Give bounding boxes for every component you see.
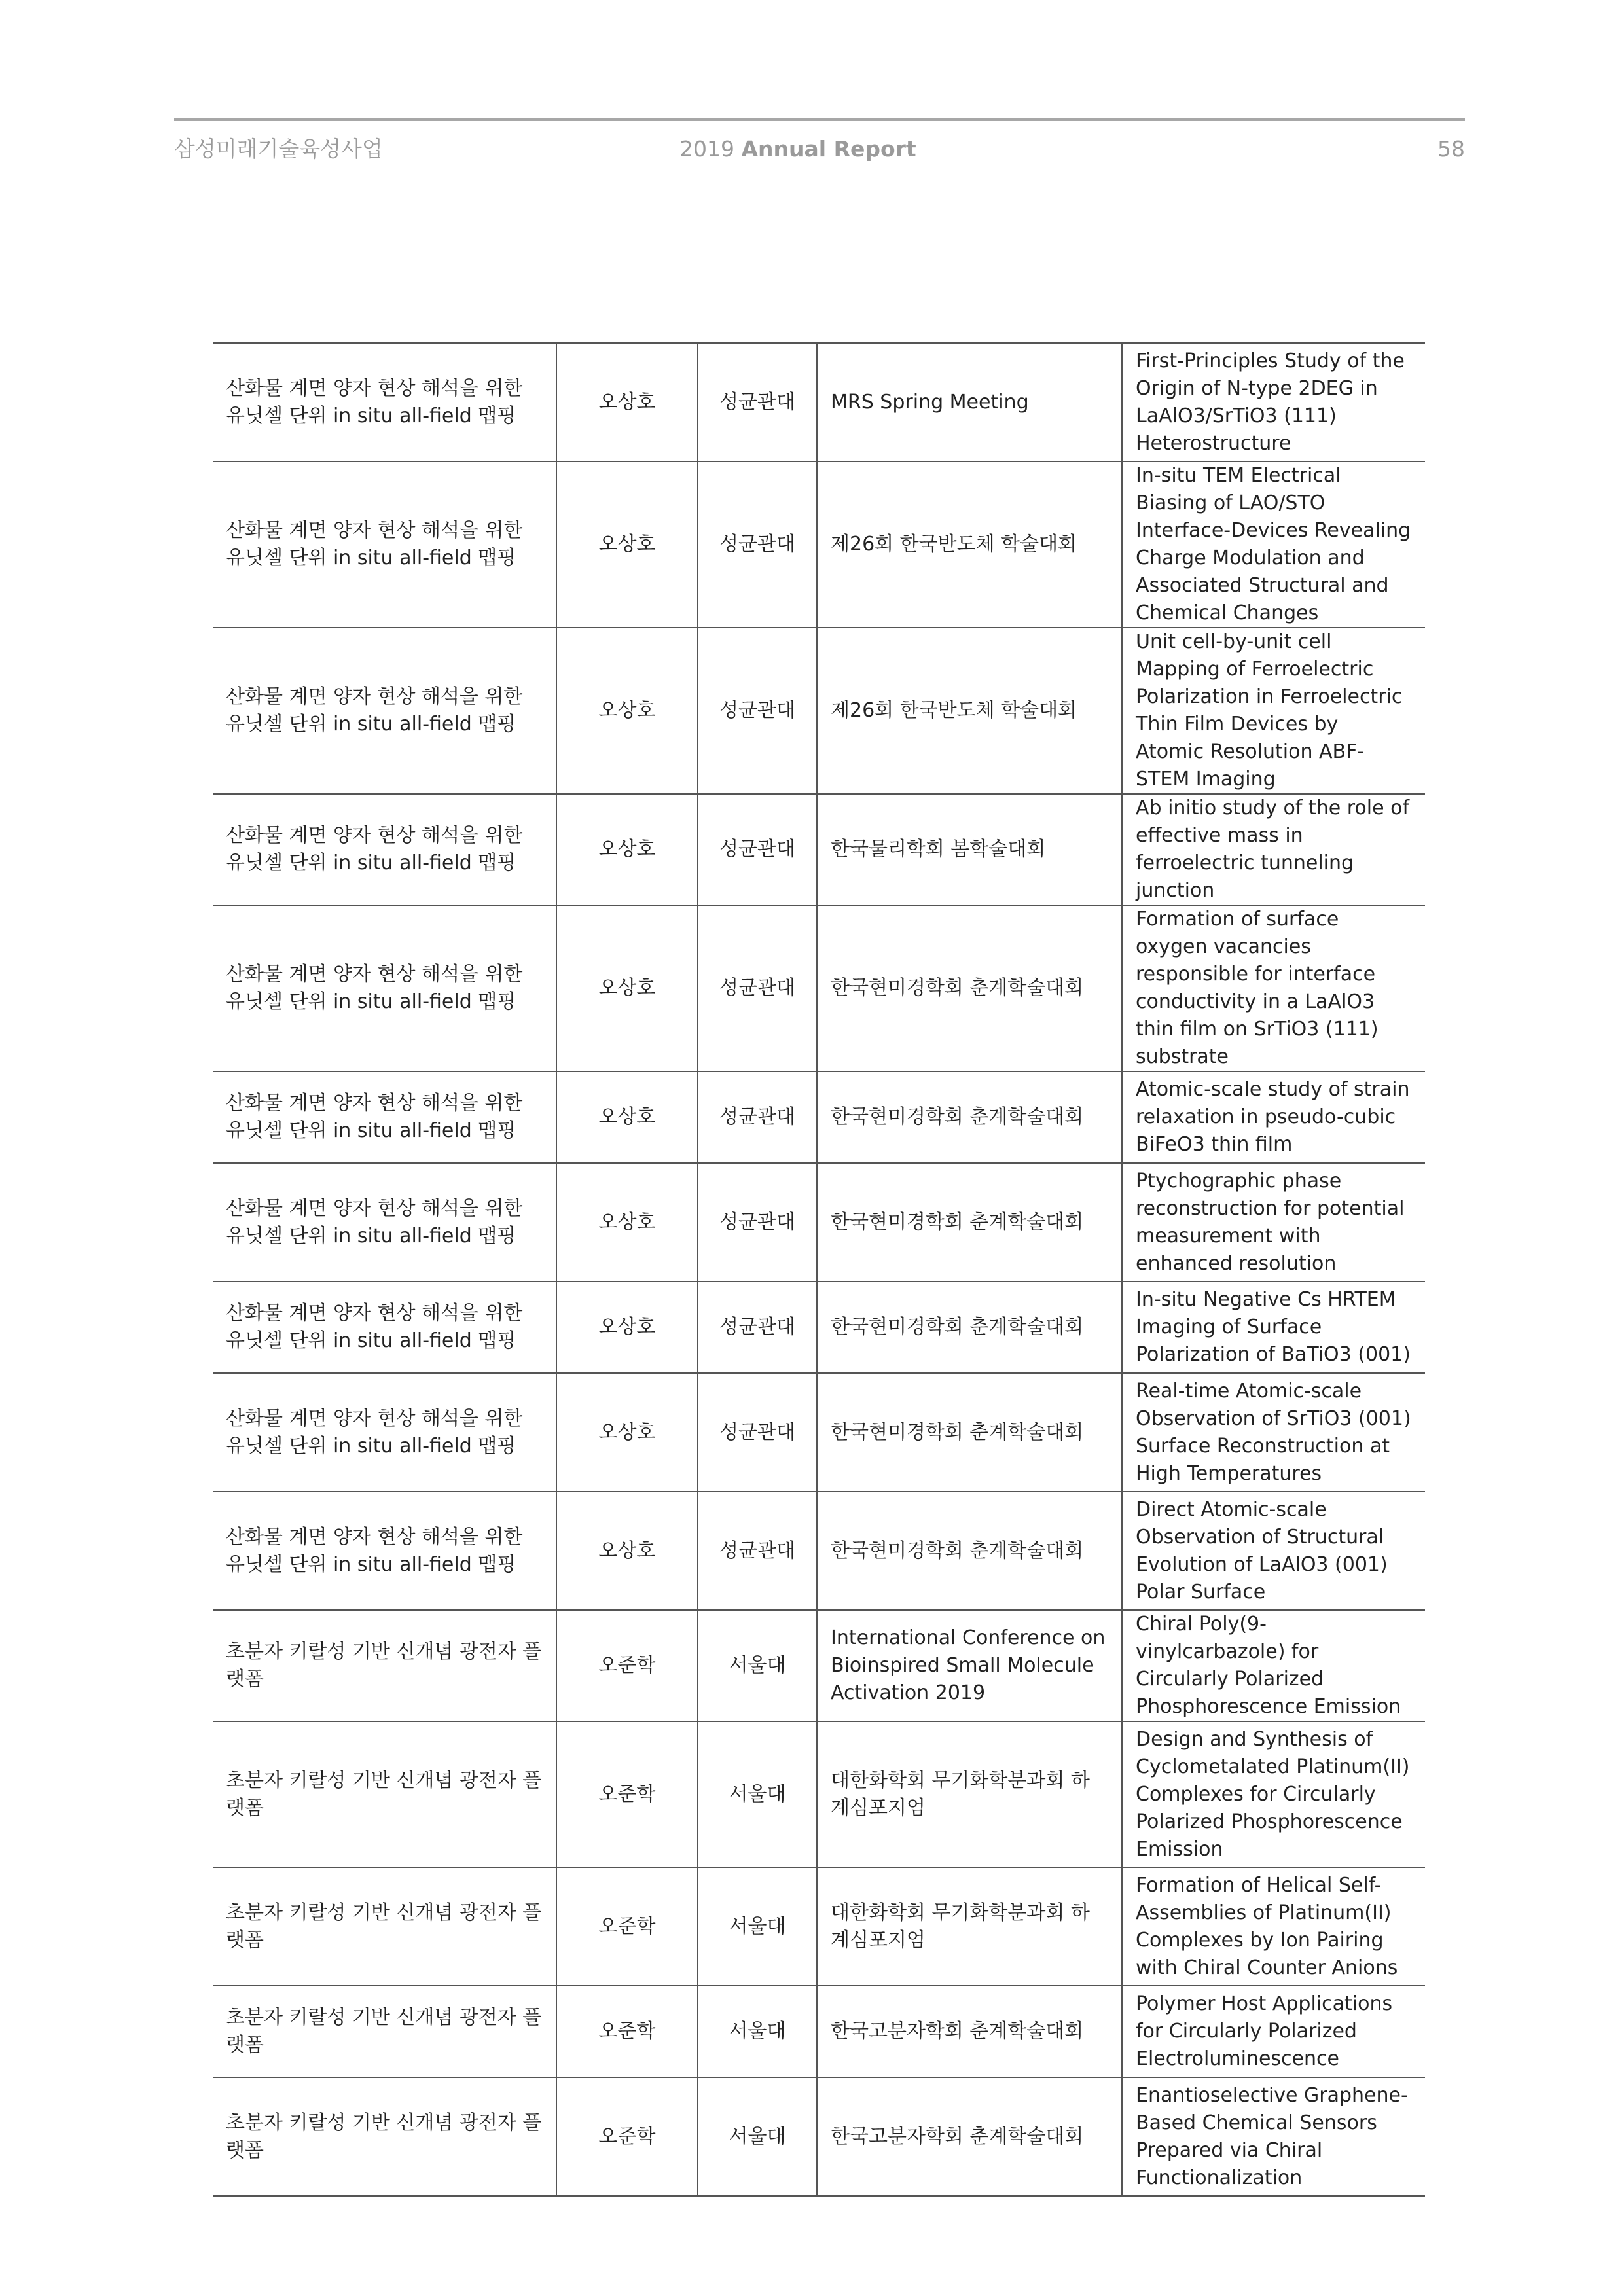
- university-cell: 서울대: [698, 2077, 817, 2196]
- researcher-name-cell: 오준학: [556, 1986, 698, 2077]
- project-title-cell: 산화물 계면 양자 현상 해석을 위한 유닛셀 단위 in situ all-field 맵핑: [226, 1407, 523, 1458]
- university-cell: 성균관대: [698, 1071, 817, 1163]
- project-title-cell: 산화물 계면 양자 현상 해석을 위한 유닛셀 단위 in situ all-field 맵핑: [226, 519, 523, 569]
- paper-title-cell: Enantioselective Graphene-Based Chemical Sensors Prepared via Chiral Functionalization: [1122, 2077, 1425, 2196]
- header-rule: [174, 118, 1465, 121]
- conference-cell: 한국현미경학회 춘계학술대회: [817, 1282, 1122, 1373]
- conference-cell: 한국현미경학회 춘계학술대회: [817, 1071, 1122, 1163]
- conference-cell: MRS Spring Meeting: [817, 343, 1122, 461]
- university-cell: 성균관대: [698, 794, 817, 905]
- university-cell: 서울대: [698, 1867, 817, 1986]
- researcher-name-cell: 오상호: [556, 461, 698, 628]
- table-row: [213, 1986, 1425, 2077]
- table-row: [213, 1721, 1425, 1867]
- table-row: [213, 1071, 1425, 1163]
- paper-title-cell: In-situ TEM Electrical Biasing of LAO/STO Interface-Devices Revealing Charge Modulation and Associated Structural and Chemical Changes: [1122, 461, 1425, 628]
- researcher-name-cell: 오상호: [556, 1071, 698, 1163]
- university-cell: 서울대: [698, 1610, 817, 1721]
- university-cell: 성균관대: [698, 905, 817, 1071]
- conference-cell: 제26회 한국반도체 학술대회: [817, 628, 1122, 794]
- table-row: [213, 905, 1425, 1071]
- table-row: [213, 1492, 1425, 1610]
- paper-title-cell: Chiral Poly(9-vinylcarbazole) for Circularly Polarized Phosphorescence Emission: [1122, 1610, 1425, 1721]
- researcher-name-cell: 오상호: [556, 905, 698, 1071]
- researcher-name-cell: 오상호: [556, 1373, 698, 1492]
- publication-table-body: [213, 343, 1425, 2196]
- project-title-cell: 산화물 계면 양자 현상 해석을 위한 유닛셀 단위 in situ all-field 맵핑: [226, 1196, 523, 1247]
- university-cell: 성균관대: [698, 343, 817, 461]
- table-row: [213, 1282, 1425, 1373]
- researcher-name-cell: 오상호: [556, 1163, 698, 1282]
- conference-cell: 한국현미경학회 춘계학술대회: [817, 1492, 1122, 1610]
- researcher-name-cell: 오상호: [556, 1282, 698, 1373]
- paper-title-cell: Direct Atomic-scale Observation of Structural Evolution of LaAlO3 (001) Polar Surface: [1122, 1492, 1425, 1610]
- conference-cell: 제26회 한국반도체 학술대회: [817, 461, 1122, 628]
- project-title-cell: 초분자 키랄성 기반 신개념 광전자 플랫폼: [226, 2111, 542, 2162]
- project-title-cell: 산화물 계면 양자 현상 해석을 위한 유닛셀 단위 in situ all-field 맵핑: [226, 963, 523, 1013]
- table-row: [213, 1163, 1425, 1282]
- header-program-name: 삼성미래기술육성사업: [174, 136, 383, 162]
- table-row: [213, 1867, 1425, 1986]
- table-row: [213, 794, 1425, 905]
- university-cell: 서울대: [698, 1721, 817, 1867]
- paper-title-cell: Formation of surface oxygen vacancies responsible for interface conductivity in a LaAlO3 thin film on SrTiO3 (111) substrate: [1122, 905, 1425, 1071]
- paper-title-cell: Real-time Atomic-scale Observation of SrTiO3 (001) Surface Reconstruction at High Temperatures: [1122, 1373, 1425, 1492]
- researcher-name-cell: 오준학: [556, 1721, 698, 1867]
- conference-cell: International Conference on Bioinspired Small Molecule Activation 2019: [817, 1610, 1122, 1721]
- header-year: 2019: [679, 136, 734, 162]
- project-title-cell: 초분자 키랄성 기반 신개념 광전자 플랫폼: [226, 1640, 542, 1691]
- conference-cell: 대한화학회 무기화학분과회 하계심포지엄: [817, 1867, 1122, 1986]
- researcher-name-cell: 오준학: [556, 1867, 698, 1986]
- conference-cell: 한국고분자학회 춘계학술대회: [817, 2077, 1122, 2196]
- paper-title-cell: Polymer Host Applications for Circularly Polarized Electroluminescence: [1122, 1986, 1425, 2077]
- project-title-cell: 산화물 계면 양자 현상 해석을 위한 유닛셀 단위 in situ all-field 맵핑: [226, 824, 523, 874]
- researcher-name-cell: 오상호: [556, 343, 698, 461]
- conference-cell: 한국현미경학회 춘계학술대회: [817, 905, 1122, 1071]
- researcher-name-cell: 오상호: [556, 1492, 698, 1610]
- paper-title-cell: In-situ Negative Cs HRTEM Imaging of Surface Polarization of BaTiO3 (001): [1122, 1282, 1425, 1373]
- researcher-name-cell: 오준학: [556, 1610, 698, 1721]
- conference-cell: 한국고분자학회 춘계학술대회: [817, 1986, 1122, 2077]
- publication-table: [213, 342, 1425, 2197]
- project-title-cell: 산화물 계면 양자 현상 해석을 위한 유닛셀 단위 in situ all-field 맵핑: [226, 685, 523, 736]
- header-report-title: [679, 135, 916, 164]
- paper-title-cell: Formation of Helical Self-Assemblies of Platinum(II) Complexes by Ion Pairing with Chiral Counter Anions: [1122, 1867, 1425, 1986]
- paper-title-cell: Ptychographic phase reconstruction for potential measurement with enhanced resolution: [1122, 1163, 1425, 1282]
- university-cell: 서울대: [698, 1986, 817, 2077]
- conference-cell: 한국물리학회 봄학술대회: [817, 794, 1122, 905]
- researcher-name-cell: 오준학: [556, 2077, 698, 2196]
- table-row: [213, 1610, 1425, 1721]
- table-row: [213, 628, 1425, 794]
- header-report-label: Annual Report: [741, 136, 916, 162]
- table-row: [213, 2077, 1425, 2196]
- university-cell: 성균관대: [698, 1163, 817, 1282]
- project-title-cell: 산화물 계면 양자 현상 해석을 위한 유닛셀 단위 in situ all-field 맵핑: [226, 1525, 523, 1576]
- table-row: [213, 1373, 1425, 1492]
- university-cell: 성균관대: [698, 628, 817, 794]
- paper-title-cell: Design and Synthesis of Cyclometalated Platinum(II) Complexes for Circularly Polarized Phosphorescence Emission: [1122, 1721, 1425, 1867]
- paper-title-cell: Ab initio study of the role of effective mass in ferroelectric tunneling junction: [1122, 794, 1425, 905]
- project-title-cell: 산화물 계면 양자 현상 해석을 위한 유닛셀 단위 in situ all-field 맵핑: [226, 1302, 523, 1352]
- researcher-name-cell: 오상호: [556, 794, 698, 905]
- university-cell: 성균관대: [698, 1492, 817, 1610]
- table-row: [213, 461, 1425, 628]
- table-row: [213, 343, 1425, 461]
- conference-cell: 한국현미경학회 춘계학술대회: [817, 1373, 1122, 1492]
- project-title-cell: 초분자 키랄성 기반 신개념 광전자 플랫폼: [226, 1901, 542, 1952]
- university-cell: 성균관대: [698, 1282, 817, 1373]
- project-title-cell: 산화물 계면 양자 현상 해석을 위한 유닛셀 단위 in situ all-field 맵핑: [226, 1092, 523, 1142]
- page-number: 58: [1437, 136, 1465, 162]
- university-cell: 성균관대: [698, 461, 817, 628]
- university-cell: 성균관대: [698, 1373, 817, 1492]
- paper-title-cell: First-Principles Study of the Origin of N-type 2DEG in LaAlO3/SrTiO3 (111) Heterostructure: [1122, 343, 1425, 461]
- paper-title-cell: Atomic-scale study of strain relaxation in pseudo-cubic BiFeO3 thin film: [1122, 1071, 1425, 1163]
- project-title-cell: 초분자 키랄성 기반 신개념 광전자 플랫폼: [226, 1768, 542, 1820]
- project-title-cell: 산화물 계면 양자 현상 해석을 위한 유닛셀 단위 in situ all-field 맵핑: [226, 376, 523, 427]
- researcher-name-cell: 오상호: [556, 628, 698, 794]
- paper-title-cell: Unit cell-by-unit cell Mapping of Ferroelectric Polarization in Ferroelectric Thin Film Devices by Atomic Resolution ABF-STEM Imaging: [1122, 628, 1425, 794]
- project-title-cell: 초분자 키랄성 기반 신개념 광전자 플랫폼: [226, 2006, 542, 2056]
- conference-cell: 한국현미경학회 춘계학술대회: [817, 1163, 1122, 1282]
- conference-cell: 대한화학회 무기화학분과회 하계심포지엄: [817, 1721, 1122, 1867]
